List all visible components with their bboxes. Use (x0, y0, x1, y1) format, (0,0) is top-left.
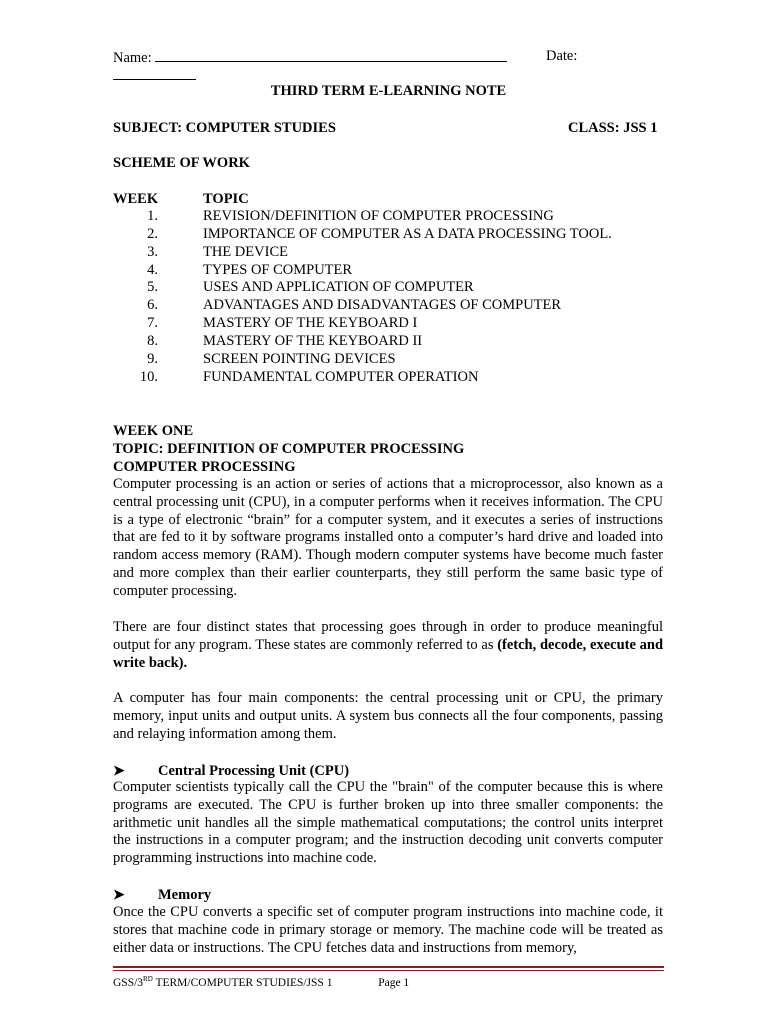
list-item (113, 243, 673, 261)
list-item (113, 278, 673, 296)
paragraph-definition: Computer processing is an action or series of actions that a microprocessor, also known as a central processing unit (CPU), in a computer performs when it receives information. The CPU is a type of electronic “brain” for a computer system, and it executes a series of instructions that are fed to it by software programs installed onto a computer’s hard drive and loaded into random access memory (RAM). Though modern computer systems have become much faster and more complex than their earlier counterparts, they still perform the same basic type of computer processing. (113, 476, 663, 599)
list-item (113, 225, 673, 243)
states-bold-text: (fetch, decode, execute and write back). (113, 636, 664, 671)
week-number: 6. (147, 297, 158, 313)
week-topic: TYPES OF COMPUTER (203, 262, 353, 278)
week-number: 7. (147, 315, 158, 331)
bullet-memory (113, 886, 211, 905)
date-label: Date: (546, 48, 578, 64)
week-topic: FUNDAMENTAL COMPUTER OPERATION (203, 369, 479, 385)
page-title: THIRD TERM E-LEARNING NOTE (270, 83, 507, 99)
week-topic: MASTERY OF THE KEYBOARD I (203, 315, 418, 331)
page-number: Page 1 (378, 976, 410, 989)
bullet-memory-label: Memory (158, 887, 212, 903)
footer-suffix: TERM/COMPUTER STUDIES/JSS 1 (152, 976, 333, 989)
week-one-heading: WEEK ONE (113, 423, 194, 439)
list-item (113, 207, 673, 225)
week-number: 2. (147, 226, 158, 242)
list-item (113, 296, 673, 314)
week-number: 1. (147, 208, 158, 224)
paragraph-memory: Once the CPU converts a specific set of computer program instructions into machine code, it stores that machine code in primary storage or memory. The machine code will be treated as either data or instructions. The CPU fetches data and instructions from memory, (113, 904, 663, 956)
week-one-topic: TOPIC: DEFINITION OF COMPUTER PROCESSING (113, 441, 465, 457)
footer-prefix: GSS/3 (113, 976, 144, 989)
footer-rule-thin (113, 970, 664, 971)
week-topic: MASTERY OF THE KEYBOARD II (203, 333, 423, 349)
list-item (113, 368, 673, 386)
date-blank-line (113, 65, 196, 80)
week-column-header: WEEK (113, 191, 159, 207)
week-number: 4. (147, 262, 158, 278)
week-topic: REVISION/DEFINITION OF COMPUTER PROCESSING (203, 208, 554, 224)
week-number: 3. (147, 244, 158, 260)
scheme-heading: SCHEME OF WORK (113, 155, 250, 171)
bullet-cpu-label: Central Processing Unit (CPU) (158, 763, 350, 779)
class-line: CLASS: JSS 1 (568, 120, 658, 136)
footer-sup: RD (143, 975, 153, 983)
week-topic: IMPORTANCE OF COMPUTER AS A DATA PROCESSING TOOL. (203, 226, 612, 242)
paragraph-cpu: Computer scientists typically call the CPU the "brain" of the computer because this is where programs are executed. The CPU is further broken up into three smaller components: the arithmetic unit handles all the simple mathematical computations; the control units interpret the instructions in a computer program; and the instruction decoding unit converts computer programming instructions into machine code. (113, 779, 663, 867)
list-item (113, 350, 673, 368)
week-number: 9. (147, 351, 158, 367)
list-item (113, 314, 673, 332)
section-subheading: COMPUTER PROCESSING (113, 459, 296, 475)
week-topic: USES AND APPLICATION OF COMPUTER (203, 279, 474, 295)
list-item (113, 261, 673, 279)
states-text: There are four distinct states that processing goes through in order to produce meaningful output for any program. These states are commonly referred to as (113, 619, 663, 653)
name-field (113, 47, 507, 67)
list-item (113, 332, 673, 350)
arrow-bullet-icon: ➤ (113, 888, 125, 903)
week-topic: ADVANTAGES AND DISADVANTAGES OF COMPUTER (203, 297, 562, 313)
week-number: 5. (147, 279, 158, 295)
week-number: 10. (139, 369, 158, 385)
topic-column-header: TOPIC (203, 191, 249, 207)
week-topic: THE DEVICE (203, 244, 288, 260)
name-blank-line (155, 47, 507, 62)
paragraph-components: A computer has four main components: the central processing unit or CPU, the primary memory, input units and output units. A system bus connects all the four components, passing and relaying information among them. (113, 690, 663, 742)
footer-rule (113, 966, 664, 968)
arrow-bullet-icon: ➤ (113, 764, 125, 779)
page-footer (113, 972, 409, 990)
paragraph-states (113, 619, 663, 672)
week-number: 8. (147, 333, 158, 349)
subject-line: SUBJECT: COMPUTER STUDIES (113, 120, 336, 136)
name-label: Name: (113, 50, 152, 66)
week-topic: SCREEN POINTING DEVICES (203, 351, 396, 367)
